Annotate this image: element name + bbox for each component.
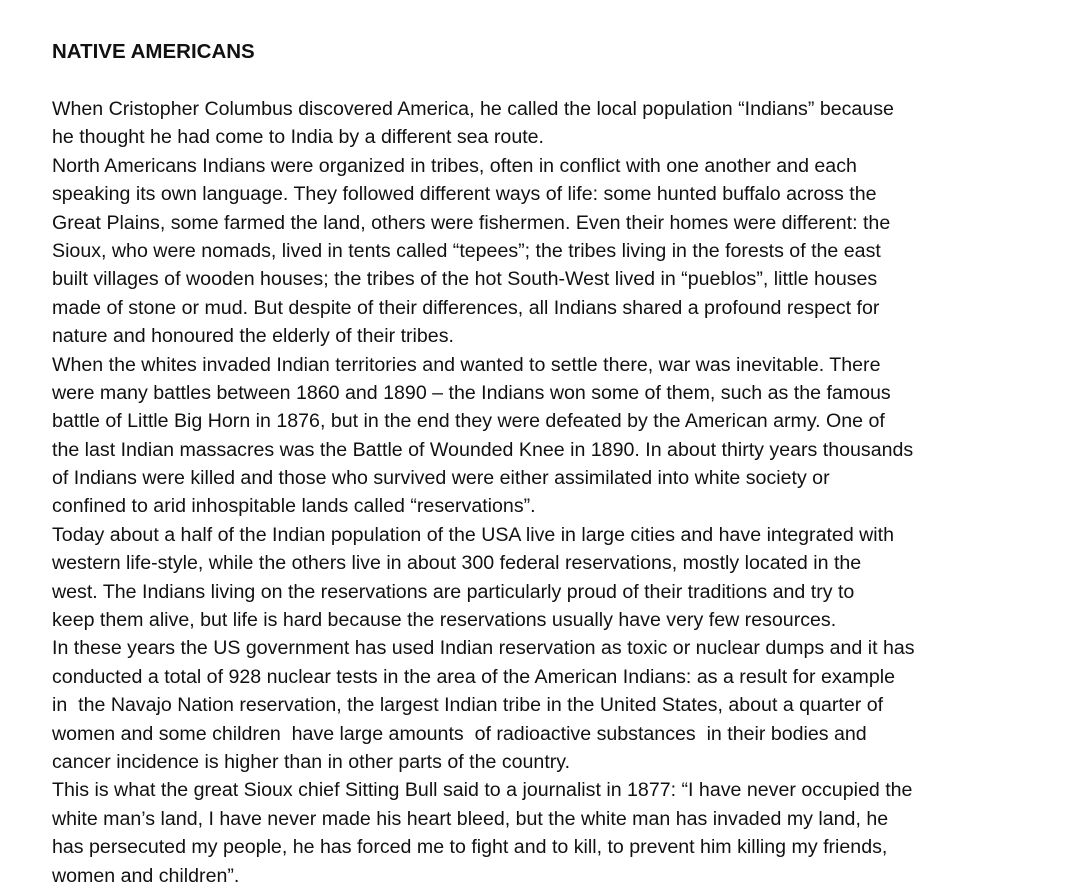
text-line: confined to arid inhospitable lands called “reservations”.	[52, 495, 536, 518]
text-line: were many battles between 1860 and 1890 – the Indians won some of them, such as the famous	[52, 381, 891, 404]
text-line: Sioux, who were nomads, lived in tents called “tepees”; the tribes living in the forests of the east	[52, 239, 881, 262]
text-line: women and some children have large amounts of radioactive substances in their bodies and	[52, 722, 867, 745]
text-line: Great Plains, some farmed the land, others were fishermen. Even their homes were different: the	[52, 211, 891, 234]
text-line: nature and honoured the elderly of their tribes.	[52, 325, 454, 348]
text-line: western life-style, while the others live in about 300 federal reservations, mostly located in the	[52, 552, 862, 575]
text-line: battle of Little Big Horn in 1876, but in the end they were defeated by the American army. One of	[52, 410, 885, 433]
text-line: has persecuted my people, he has forced me to fight and to kill, to prevent him killing my friends,	[52, 836, 888, 859]
text-line: conducted a total of 928 nuclear tests in the area of the American Indians: as a result for example	[52, 665, 896, 688]
text-line: west. The Indians living on the reservations are particularly proud of their traditions and try to	[52, 580, 855, 603]
text-line: In these years the US government has used Indian reservation as toxic or nuclear dumps and it has	[52, 637, 915, 660]
document-title: NATIVE AMERICANS	[52, 40, 255, 63]
text-line: he thought he had come to India by a different sea route.	[52, 126, 545, 149]
text-line: cancer incidence is higher than in other parts of the country.	[52, 750, 571, 773]
text-line: speaking its own language. They followed different ways of life: some hunted buffalo across the	[52, 183, 877, 206]
text-line: keep them alive, but life is hard because the reservations usually have very few resources.	[52, 609, 837, 632]
text-line: North Americans Indians were organized in tribes, often in conflict with one another and each	[52, 154, 857, 177]
document-body	[52, 95, 1052, 890]
text-line: of Indians were killed and those who survived were either assimilated into white society or	[52, 467, 830, 490]
text-line: This is what the great Sioux chief Sitting Bull said to a journalist in 1877: “I have never occupied the	[52, 779, 913, 802]
text-line: white man’s land, I have never made his heart bleed, but the white man has invaded my land, he	[52, 807, 889, 830]
text-line: Today about a half of the Indian population of the USA live in large cities and have integrated with	[52, 523, 895, 546]
text-line: built villages of wooden houses; the tribes of the hot South-West lived in “pueblos”, little houses	[52, 268, 878, 291]
text-line: When the whites invaded Indian territories and wanted to settle there, war was inevitable. There	[52, 353, 881, 376]
text-line: When Cristopher Columbus discovered America, he called the local population “Indians” because	[52, 98, 894, 120]
text-line: in the Navajo Nation reservation, the largest Indian tribe in the United States, about a quarter of	[52, 694, 884, 717]
text-line: women and children”.	[52, 864, 240, 887]
text-line: the last Indian massacres was the Battle of Wounded Knee in 1890. In about thirty years thousands	[52, 438, 914, 461]
text-line: made of stone or mud. But despite of their differences, all Indians shared a profound respect for	[52, 296, 880, 319]
